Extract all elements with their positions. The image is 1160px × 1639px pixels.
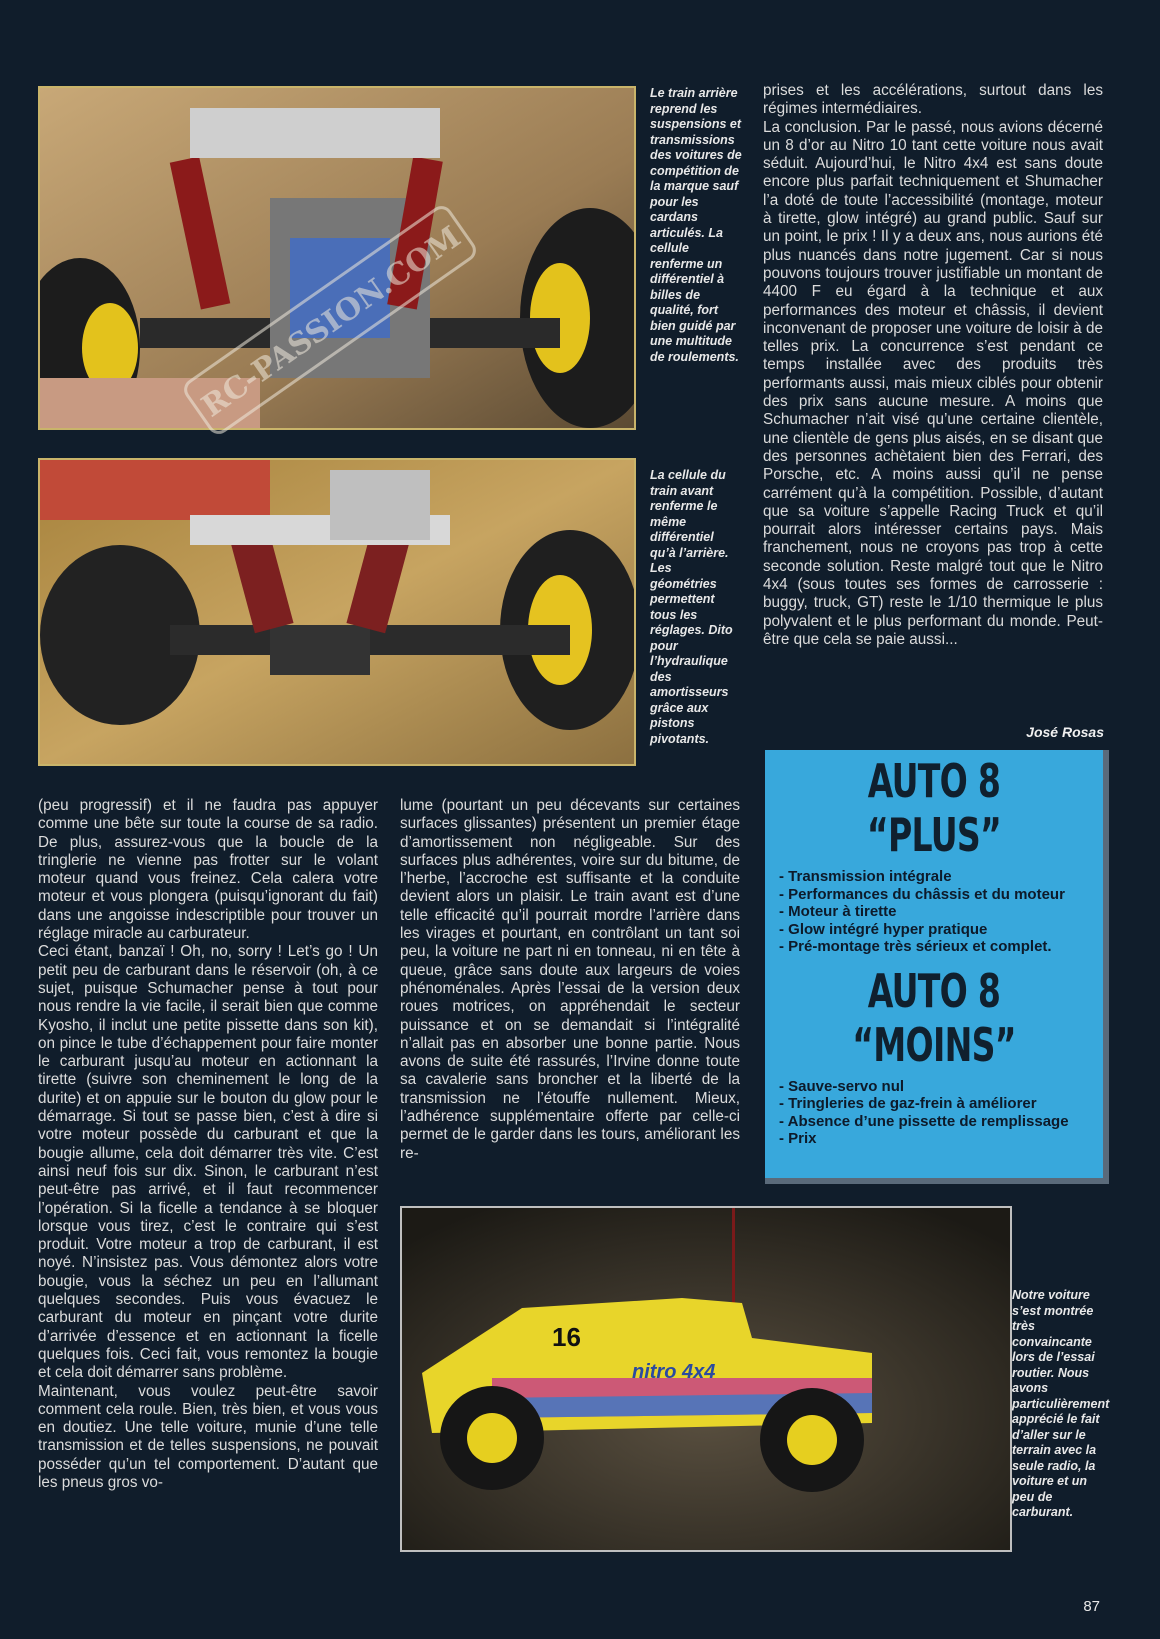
rear-suspension-caption: Le train arrière reprend les suspensions et transmissions des voitures de compétition de la marque sauf pour les cardans articulés. La cellule renferme un différentiel à billes de qualité, fort bien guidé par une multitude de roulements. [650,86,742,364]
list-item: - Transmission intégrale [779,868,952,885]
list-item: - Moteur à tirette [779,903,897,920]
car-photo [400,1206,1012,1552]
paragraph: (peu progressif) et il ne faudra pas appuyer comme une bête sur toute la course de sa radio. De plus, assurez-vous que la boucle de la tringlerie ne vienne pas frotter sur le volant moteur quand vous freinez. Cela calera votre moteur et vous plongera (puisqu’ignorant du fait) dans une angoisse indescriptible pour trouver un réglage miracle au carburateur. [38,797,378,943]
paragraph: lume (pourtant un peu décevants sur certaines surfaces glissantes) présentent un premier étage d’amortissement non négligeable. Sur des surfaces plus adhérentes, voire sur du bitume, de l’herbe, l’accroche est suffisante et la conduite devient alors un plaisir. Le train avant est d’une telle efficacité qu’il pourrait mordre l’arrière dans les virages et pourtant, en contrôlant un tant soi peu, la voiture ne part ni en tonneau, ni en tête à queue, grâce sans doute aux largeurs de voies phénoménales. Après l’essai de la version deux roues motrices, on appréhendait le secteur puissance et on se demandait si l’intégralité n’allait pas en absorber une bonne partie. Nous avons de suite été rassurés, l’Irvine donne toute sa cavalerie sans broncher et la liberté de la transmission ne l’étouffe nullement. Mieux, l’adhérence supplémentaire offerte par celle-ci permet de le garder dans les tours, améliorant les re- [400,797,740,1162]
list-item: - Pré-montage très sérieux et complet. [779,938,1052,955]
left-column-text [38,797,378,1492]
paragraph: Maintenant, vous voulez peut-être savoir comment cela roule. Bien, très bien, et vous vous en doutiez. Une telle voiture, munie d’une telle transmission et de telles suspensions, ne pouvait posséder qu’un tel comportement. D’autant que les pneus gros vo- [38,1382,378,1491]
car-number-text: 16 [552,1322,581,1352]
plus-list [765,868,1103,956]
front-suspension-photo [38,458,636,766]
pros-cons-box [765,750,1109,1184]
list-item: - Tringleries de gaz-frein à améliorer [779,1095,1037,1112]
right-column-text [763,82,1103,649]
list-item: - Performances du châssis et du moteur [779,885,1065,903]
list-item: - Glow intégré hyper pratique [779,920,988,938]
list-item: - Prix [779,1130,817,1147]
front-suspension-caption: La cellule du train avant renferme le même différentiel qu’à l’arrière. Les géométries permettent tous les réglages. Dito pour l’hydraulique des amortisseurs grâce aux pistons pivotants. [650,468,733,746]
paragraph: prises et les accélérations, surtout dans les régimes intermédiaires. [763,82,1103,118]
car-caption: Notre voiture s’est montrée très convaincante lors de l’essai routier. Nous avons particulièrement apprécié le fait d’aller sur le terrain avec la seule radio, la voiture et un peu de carburant. [1012,1288,1110,1519]
car-brand-text: nitro 4x4 [632,1361,716,1383]
list-item: - Absence d’une pissette de remplissage [779,1112,1069,1130]
watermark-text: RC-PASSION.COM [195,219,468,425]
list-item: - Sauve-servo nul [779,1077,905,1095]
middle-column-text [400,797,740,1163]
moins-list [765,1078,1103,1148]
watermark-stamp [150,140,510,500]
moins-title: AUTO 8 “MOINS” [852,963,1016,1072]
plus-title: AUTO 8 “PLUS” [866,754,1002,862]
page-number: 87 [1083,1598,1100,1615]
author-name: José Rosas [1026,724,1104,740]
paragraph: Ceci étant, banzaï ! Oh, no, sorry ! Let’s go ! Un petit peu de carburant dans le réservoir (oh, à ce sujet, puisque Schumacher pense à tout pour nous rendre la vie facile, il serait bien que comme Kyosho, il inclut une petite pissette dans son kit), on pince le tube d’échappement pour faire monter le carburant jusqu’au moteur en actionnant la tirette (suivre son cheminement le long de la durite) et on appuie sur le bouton du glow pour le démarrage. Si tout se passe bien, c’est à dire si votre moteur possède du carburant et que la bougie allume, cela doit démarrer très vite. C’est ainsi neuf fois sur dix. Sinon, le carburant n’est peut-être pas arrivé, et il faut recommencer l’opération. Si la ficelle a tendance à se bloquer lorsque vous tirez, c’est le contraire qui s’est produit. Votre moteur a trop de carburant, il est noyé. N’insistez pas. Vous démontez alors votre bougie, vous la séchez un peu en l’allumant quelques secondes. Puis vous évacuez le carburant du moteur en pinçant votre durite d’arrivée d’essence et en actionnant la ficelle quelques fois. Ceci fait, vous remontez la bougie et cela doit démarrer sans problème. [38,943,378,1382]
paragraph: La conclusion. Par le passé, nous avions décerné un 8 d’or au Nitro 10 tant cette voiture nous avait séduit. Aujourd’hui, le Nitro 4x4 est sans doute encore plus parfait techniquement et Shumacher l’a doté de toute l’accessibilité (montage, moteur à tirette, glow intégré) au grand public. Sauf sur un point, le prix ! Il y a deux ans, nous aurions été plus nuancés dans notre jugement. Car si nous pouvons toujours trouver justifiable un montant de 4400 F eu égard à la technique et aux performances des moteur et châssis, il devient inconvenant de proposer une voiture de loisir à de telles prix. La concurrence s’est pendant ce temps installée avec des produits très performants aussi, mais mieux ciblés pour obtenir des prix sans aucune mesure. A moins que Schumacher n’ait visé qu’une certaine clientèle, une clientèle de gens plus aisés, en se disant que des personnes achètaient bien des Ferrari, des Porsche, etc. A moins aussi qu’il ne pense carrément qu’à la compétition. Possible, d’autant que sa voiture s’appelle Racing Truck et qu’il pourrait alors intéresser certains pays. Mais franchement, nous ne croyons pas trop à cette seconde solution. Reste malgré tout que le Nitro 4x4 (sous toutes ses formes de carrosserie : buggy, truck, GT) reste le 1/10 thermique le plus polyvalent et le plus performant du monde. Peut-être que cela se paie aussi... [763,118,1103,648]
